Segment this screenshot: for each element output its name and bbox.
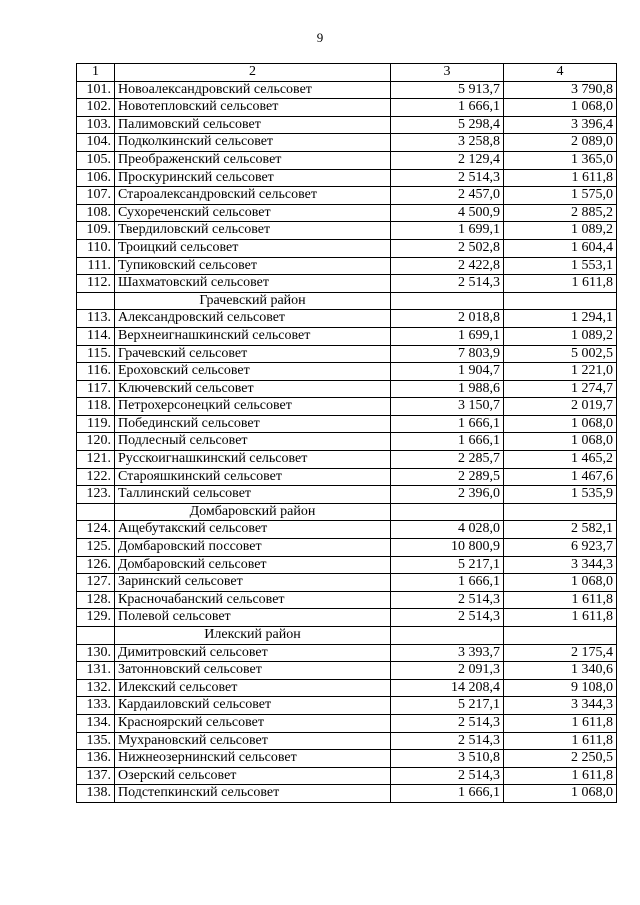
table-row (77, 767, 617, 785)
value-col-3: 2 514,3 (391, 767, 504, 785)
value-col-4: 1 611,8 (504, 591, 617, 609)
row-number: 103. (77, 116, 115, 134)
value-cell-3 (391, 292, 504, 310)
value-cell-3 (391, 627, 504, 645)
district-row (77, 292, 617, 310)
settlement-name: Полевой сельсовет (115, 609, 391, 627)
row-number: 126. (77, 556, 115, 574)
table-row (77, 134, 617, 152)
value-col-4: 9 108,0 (504, 679, 617, 697)
value-col-3: 5 217,1 (391, 697, 504, 715)
settlement-name: Затонновский сельсовет (115, 662, 391, 680)
settlement-name: Палимовский сельсовет (115, 116, 391, 134)
row-number: 108. (77, 204, 115, 222)
value-col-3: 2 018,8 (391, 310, 504, 328)
value-col-3: 5 217,1 (391, 556, 504, 574)
row-number-cell (77, 627, 115, 645)
settlement-name: Русскоигнашкинский сельсовет (115, 451, 391, 469)
row-number-cell (77, 503, 115, 521)
row-number: 119. (77, 415, 115, 433)
settlement-name: Кардаиловский сельсовет (115, 697, 391, 715)
table-row (77, 556, 617, 574)
settlement-name: Грачевский сельсовет (115, 345, 391, 363)
value-col-4: 1 611,8 (504, 732, 617, 750)
settlement-name: Нижнеозернинский сельсовет (115, 750, 391, 768)
value-col-4: 3 344,3 (504, 697, 617, 715)
value-cell-4 (504, 503, 617, 521)
settlement-name: Ащебутакский сельсовет (115, 521, 391, 539)
column-header-3: 3 (391, 64, 504, 82)
table-row (77, 433, 617, 451)
settlement-name: Твердиловский сельсовет (115, 222, 391, 240)
value-col-3: 2 285,7 (391, 451, 504, 469)
district-row (77, 627, 617, 645)
row-number: 102. (77, 99, 115, 117)
value-col-3: 1 666,1 (391, 433, 504, 451)
row-number: 135. (77, 732, 115, 750)
value-col-3: 2 514,3 (391, 732, 504, 750)
table-row (77, 539, 617, 557)
value-col-3: 2 129,4 (391, 151, 504, 169)
row-number: 118. (77, 398, 115, 416)
table-row (77, 591, 617, 609)
settlement-name: Подлесный сельсовет (115, 433, 391, 451)
settlement-name: Домбаровский сельсовет (115, 556, 391, 574)
value-col-4: 1 467,6 (504, 468, 617, 486)
value-cell-4 (504, 627, 617, 645)
settlement-name: Шахматовский сельсовет (115, 275, 391, 293)
value-col-4: 1 465,2 (504, 451, 617, 469)
table-body (77, 64, 617, 803)
value-col-3: 1 988,6 (391, 380, 504, 398)
settlement-name: Староалександровский сельсовет (115, 187, 391, 205)
value-col-4: 1 575,0 (504, 187, 617, 205)
settlement-name: Новоалександровский сельсовет (115, 81, 391, 99)
row-number: 133. (77, 697, 115, 715)
column-header-1: 1 (77, 64, 115, 82)
value-col-4: 1 068,0 (504, 574, 617, 592)
data-table (76, 63, 617, 803)
value-col-4: 1 604,4 (504, 239, 617, 257)
row-number: 120. (77, 433, 115, 451)
value-col-3: 1 666,1 (391, 574, 504, 592)
table-row (77, 345, 617, 363)
settlement-name: Сухореченский сельсовет (115, 204, 391, 222)
value-cell-4 (504, 292, 617, 310)
row-number: 137. (77, 767, 115, 785)
value-col-4: 1 340,6 (504, 662, 617, 680)
row-number: 138. (77, 785, 115, 803)
value-col-3: 3 510,8 (391, 750, 504, 768)
value-col-4: 1 294,1 (504, 310, 617, 328)
column-header-2: 2 (115, 64, 391, 82)
table-row (77, 609, 617, 627)
district-name: Илекский район (115, 627, 391, 645)
value-col-4: 2 582,1 (504, 521, 617, 539)
table-row (77, 750, 617, 768)
settlement-name: Александровский сельсовет (115, 310, 391, 328)
table-row (77, 679, 617, 697)
value-col-4: 6 923,7 (504, 539, 617, 557)
value-col-3: 7 803,9 (391, 345, 504, 363)
row-number: 105. (77, 151, 115, 169)
row-number: 123. (77, 486, 115, 504)
settlement-name: Проскуринский сельсовет (115, 169, 391, 187)
settlement-name: Ероховский сельсовет (115, 363, 391, 381)
table-row (77, 644, 617, 662)
value-col-3: 2 514,3 (391, 714, 504, 732)
header-row (77, 64, 617, 82)
value-col-3: 2 289,5 (391, 468, 504, 486)
table-row (77, 662, 617, 680)
table-row (77, 169, 617, 187)
row-number: 122. (77, 468, 115, 486)
settlement-name: Илекский сельсовет (115, 679, 391, 697)
value-col-4: 1 068,0 (504, 99, 617, 117)
row-number: 131. (77, 662, 115, 680)
value-col-4: 3 790,8 (504, 81, 617, 99)
table-row (77, 310, 617, 328)
settlement-name: Таллинский сельсовет (115, 486, 391, 504)
row-number: 107. (77, 187, 115, 205)
settlement-name: Троицкий сельсовет (115, 239, 391, 257)
district-name: Грачевский район (115, 292, 391, 310)
value-col-3: 10 800,9 (391, 539, 504, 557)
table-row (77, 239, 617, 257)
value-col-4: 1 089,2 (504, 222, 617, 240)
value-col-4: 1 611,8 (504, 714, 617, 732)
page-number: 9 (316, 30, 324, 45)
row-number: 114. (77, 327, 115, 345)
value-col-4: 1 611,8 (504, 767, 617, 785)
value-col-4: 1 535,9 (504, 486, 617, 504)
row-number: 130. (77, 644, 115, 662)
table-row (77, 204, 617, 222)
value-col-3: 1 666,1 (391, 99, 504, 117)
district-row (77, 503, 617, 521)
table-row (77, 257, 617, 275)
row-number: 128. (77, 591, 115, 609)
value-cell-3 (391, 503, 504, 521)
value-col-3: 1 699,1 (391, 327, 504, 345)
table-row (77, 785, 617, 803)
row-number: 134. (77, 714, 115, 732)
row-number: 111. (77, 257, 115, 275)
value-col-3: 2 502,8 (391, 239, 504, 257)
table-row (77, 116, 617, 134)
row-number: 109. (77, 222, 115, 240)
settlement-name: Новотепловский сельсовет (115, 99, 391, 117)
value-col-4: 1 089,2 (504, 327, 617, 345)
value-col-4: 1 611,8 (504, 609, 617, 627)
table-row (77, 380, 617, 398)
value-col-3: 3 150,7 (391, 398, 504, 416)
row-number: 115. (77, 345, 115, 363)
value-col-4: 2 019,7 (504, 398, 617, 416)
settlement-name: Озерский сельсовет (115, 767, 391, 785)
value-col-4: 1 365,0 (504, 151, 617, 169)
table-row (77, 398, 617, 416)
row-number: 127. (77, 574, 115, 592)
value-col-4: 1 068,0 (504, 433, 617, 451)
row-number: 112. (77, 275, 115, 293)
settlement-name: Побединский сельсовет (115, 415, 391, 433)
value-col-4: 1 611,8 (504, 169, 617, 187)
table-row (77, 451, 617, 469)
settlement-name: Домбаровский поссовет (115, 539, 391, 557)
district-name: Домбаровский район (115, 503, 391, 521)
table-row (77, 327, 617, 345)
value-col-4: 1 221,0 (504, 363, 617, 381)
settlement-name: Заринский сельсовет (115, 574, 391, 592)
settlement-name: Петрохерсонецкий сельсовет (115, 398, 391, 416)
settlement-name: Старояшкинский сельсовет (115, 468, 391, 486)
value-col-4: 3 344,3 (504, 556, 617, 574)
row-number-cell (77, 292, 115, 310)
value-col-4: 2 089,0 (504, 134, 617, 152)
row-number: 129. (77, 609, 115, 627)
value-col-4: 5 002,5 (504, 345, 617, 363)
value-col-3: 2 514,3 (391, 169, 504, 187)
table-row (77, 151, 617, 169)
table-row (77, 732, 617, 750)
value-col-3: 1 699,1 (391, 222, 504, 240)
value-col-3: 2 396,0 (391, 486, 504, 504)
row-number: 136. (77, 750, 115, 768)
value-col-3: 2 457,0 (391, 187, 504, 205)
table-row (77, 486, 617, 504)
settlement-name: Подколкинский сельсовет (115, 134, 391, 152)
value-col-3: 4 028,0 (391, 521, 504, 539)
value-col-3: 2 514,3 (391, 275, 504, 293)
row-number: 125. (77, 539, 115, 557)
value-col-4: 1 611,8 (504, 275, 617, 293)
table-row (77, 415, 617, 433)
value-col-4: 3 396,4 (504, 116, 617, 134)
settlement-name: Подстепкинский сельсовет (115, 785, 391, 803)
row-number: 116. (77, 363, 115, 381)
table-row (77, 468, 617, 486)
value-col-3: 5 913,7 (391, 81, 504, 99)
settlement-name: Димитровский сельсовет (115, 644, 391, 662)
table-row (77, 697, 617, 715)
value-col-3: 14 208,4 (391, 679, 504, 697)
value-col-4: 1 274,7 (504, 380, 617, 398)
settlement-name: Красночабанский сельсовет (115, 591, 391, 609)
value-col-3: 1 666,1 (391, 785, 504, 803)
row-number: 101. (77, 81, 115, 99)
row-number: 124. (77, 521, 115, 539)
row-number: 106. (77, 169, 115, 187)
value-col-4: 1 553,1 (504, 257, 617, 275)
row-number: 110. (77, 239, 115, 257)
value-col-3: 2 422,8 (391, 257, 504, 275)
settlement-name: Мухрановский сельсовет (115, 732, 391, 750)
table-row (77, 222, 617, 240)
value-col-4: 2 175,4 (504, 644, 617, 662)
value-col-3: 4 500,9 (391, 204, 504, 222)
settlement-name: Ключевский сельсовет (115, 380, 391, 398)
row-number: 113. (77, 310, 115, 328)
settlement-name: Верхнеигнашкинский сельсовет (115, 327, 391, 345)
table-row (77, 275, 617, 293)
value-col-3: 1 666,1 (391, 415, 504, 433)
value-col-3: 2 514,3 (391, 609, 504, 627)
value-col-4: 2 250,5 (504, 750, 617, 768)
value-col-4: 2 885,2 (504, 204, 617, 222)
table-row (77, 363, 617, 381)
settlement-name: Тупиковский сельсовет (115, 257, 391, 275)
settlement-name: Преображенский сельсовет (115, 151, 391, 169)
value-col-4: 1 068,0 (504, 415, 617, 433)
value-col-3: 5 298,4 (391, 116, 504, 134)
settlement-name: Красноярский сельсовет (115, 714, 391, 732)
table-row (77, 81, 617, 99)
value-col-3: 1 904,7 (391, 363, 504, 381)
value-col-3: 3 393,7 (391, 644, 504, 662)
value-col-3: 2 091,3 (391, 662, 504, 680)
value-col-3: 2 514,3 (391, 591, 504, 609)
value-col-4: 1 068,0 (504, 785, 617, 803)
row-number: 132. (77, 679, 115, 697)
value-col-3: 3 258,8 (391, 134, 504, 152)
table-row (77, 187, 617, 205)
table-row (77, 574, 617, 592)
table-row (77, 99, 617, 117)
table-row (77, 714, 617, 732)
row-number: 104. (77, 134, 115, 152)
row-number: 117. (77, 380, 115, 398)
table-row (77, 521, 617, 539)
row-number: 121. (77, 451, 115, 469)
column-header-4: 4 (504, 64, 617, 82)
